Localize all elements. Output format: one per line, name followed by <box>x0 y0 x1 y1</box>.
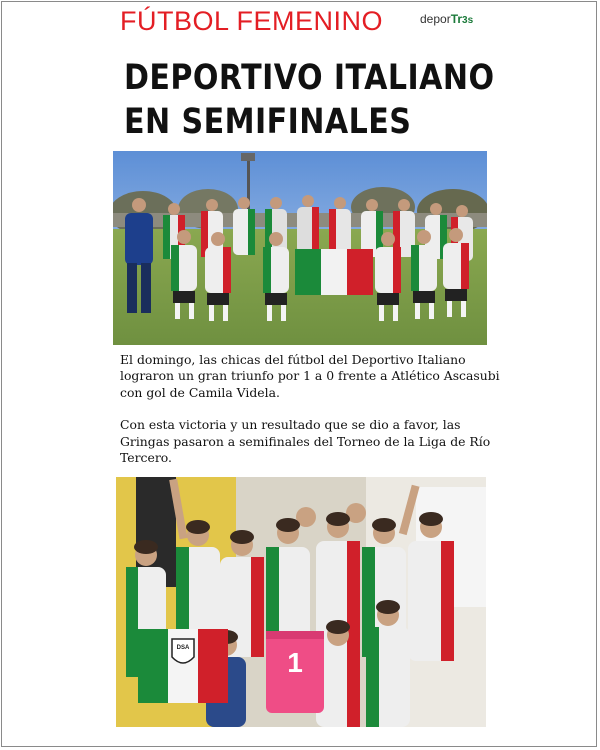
section-title: FÚTBOL FEMENINO <box>120 6 384 36</box>
flag-crest-text: DSA <box>176 645 190 651</box>
team-photo <box>113 151 487 345</box>
celebration-photo-illustration <box>116 477 486 727</box>
article-body <box>120 352 500 482</box>
celebration-photo <box>116 477 486 727</box>
article-paragraph-1: El domingo, las chicas del fútbol del Deportivo Italiano lograron un gran triunfo por 1 a 0 frente a Atlético Ascasubi con gol de Camila Videla. <box>120 352 500 400</box>
team-photo-illustration <box>113 151 487 345</box>
deportres-logo[interactable] <box>420 12 473 26</box>
headline-line-2: EN SEMIFINALES <box>124 102 412 142</box>
headline <box>124 56 495 144</box>
headline-line-1: DEPORTIVO ITALIANO <box>124 58 495 98</box>
logo-suffix: 3s <box>462 15 474 26</box>
article-paragraph-2: Con esta victoria y un resultado que se dio a favor, las Gringas pasaron a semifinales del Torneo de la Liga de Río Tercero. <box>120 417 491 466</box>
logo-highlight: Tr <box>450 12 463 26</box>
logo-prefix: depor <box>420 12 451 26</box>
goalkeeper-number: 1 <box>287 647 303 678</box>
